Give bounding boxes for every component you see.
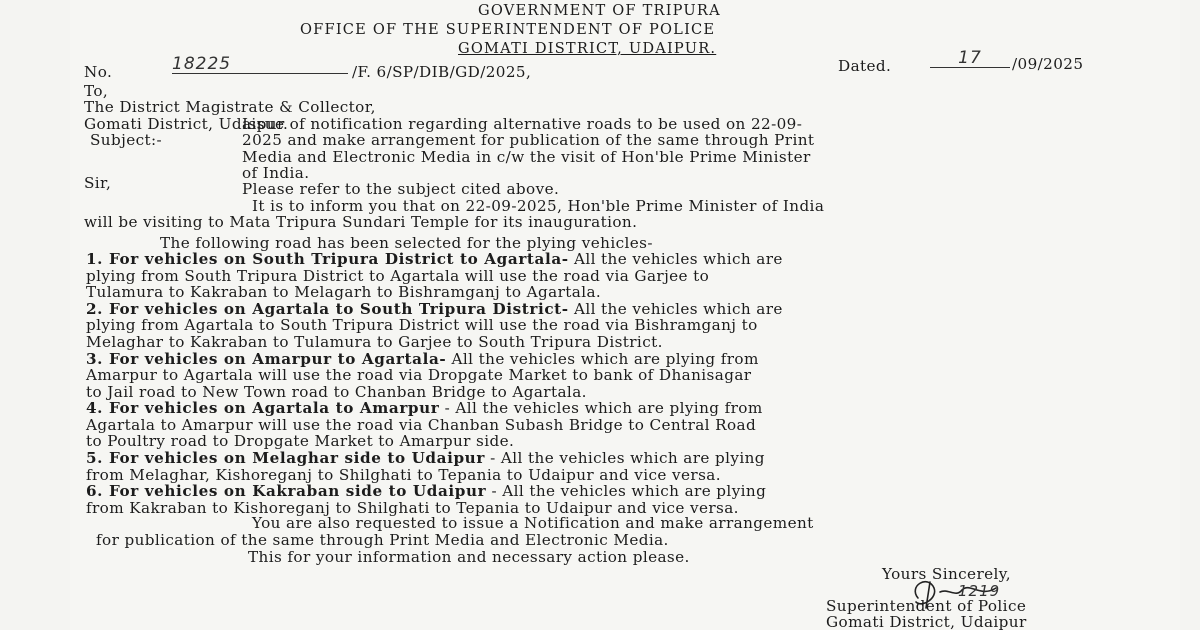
yours-sincerely: Yours Sincerely, bbox=[882, 565, 1011, 583]
route-5-line-1 bbox=[86, 449, 765, 467]
route-3-line-3: to Jail road to New Town road to Chanban Bridge to Agartala. bbox=[86, 383, 587, 401]
sign-district: Gomati District, Udaipur bbox=[826, 613, 1027, 630]
route-6-heading: 6. For vehicles on Kakraban side to Udaipur bbox=[86, 482, 487, 500]
route-4-line-2: Agartala to Amarpur will use the road via Chanban Subash Bridge to Central Road bbox=[86, 416, 757, 434]
body-p1: Please refer to the subject cited above. bbox=[242, 180, 560, 198]
subject-label: Subject:- bbox=[90, 131, 163, 149]
route-4-heading: 4. For vehicles on Agartala to Amarpur bbox=[86, 399, 440, 417]
ref-no-label: No. bbox=[84, 63, 113, 81]
closing-p5: This for your information and necessary action please. bbox=[248, 548, 690, 566]
subject-line-2: 2025 and make arrangement for publication of the same through Print bbox=[242, 131, 815, 149]
route-6-text-1: - All the vehicles which are plying bbox=[486, 482, 767, 500]
letterhead-government: GOVERNMENT OF TRIPURA bbox=[478, 2, 721, 19]
route-1-line-2: plying from South Tripura District to Agartala will use the road via Garjee to bbox=[86, 267, 710, 285]
route-1-line-1 bbox=[86, 250, 783, 268]
route-3-heading: 3. For vehicles on Amarpur to Agartala- bbox=[86, 350, 447, 368]
route-4-line-3: to Poultry road to Dropgate Market to Amarpur side. bbox=[86, 432, 515, 450]
route-5-heading: 5. For vehicles on Melaghar side to Udaipur bbox=[86, 449, 485, 467]
sign-designation: Superintendent of Police bbox=[826, 597, 1027, 615]
route-5-line-2: from Melaghar, Kishoreganj to Shilghati to Tepania to Udaipur and vice versa. bbox=[86, 466, 721, 484]
dated-day-handwritten: 17 bbox=[930, 49, 1010, 68]
subject-line-4: of India. bbox=[242, 164, 310, 182]
to-label: To, bbox=[84, 82, 109, 100]
route-3-line-2: Amarpur to Agartala will use the road via Dropgate Market to bank of Dhanisagar bbox=[86, 366, 752, 384]
letterhead-district: GOMATI DISTRICT, UDAIPUR. bbox=[458, 40, 717, 57]
letterhead-office: OFFICE OF THE SUPERINTENDENT OF POLICE bbox=[300, 21, 716, 38]
salutation: Sir, bbox=[84, 174, 112, 192]
route-4-line-1 bbox=[86, 399, 763, 417]
route-2-line-2: plying from Agartala to South Tripura District will use the road via Bishramganj to bbox=[86, 316, 758, 334]
route-5-text-1: - All the vehicles which are plying bbox=[484, 449, 765, 467]
subject-line-3: Media and Electronic Media in c/w the visit of Hon'ble Prime Minister bbox=[242, 148, 811, 166]
route-2-text-1: All the vehicles which are bbox=[568, 300, 783, 318]
route-2-line-3: Melaghar to Kakraban to Tulamura to Garjee to South Tripura District. bbox=[86, 333, 663, 351]
subject-line-1: Issue of notification regarding alternative roads to be used on 22-09- bbox=[242, 115, 803, 133]
route-4-text-1: - All the vehicles which are plying from bbox=[439, 399, 763, 417]
route-3-text-1: All the vehicles which are plying from bbox=[446, 350, 759, 368]
route-2-heading: 2. For vehicles on Agartala to South Tripura District- bbox=[86, 300, 569, 318]
dated-label: Dated. bbox=[838, 57, 892, 75]
closing-p4-line-2: for publication of the same through Print Media and Electronic Media. bbox=[96, 531, 669, 549]
ref-file: /F. 6/SP/DIB/GD/2025, bbox=[352, 63, 532, 81]
dated-rest: /09/2025 bbox=[1012, 55, 1084, 73]
to-line-1: The District Magistrate & Collector, bbox=[84, 98, 376, 116]
ref-no-handwritten: 18225 bbox=[172, 55, 348, 74]
signature-initials: 1219 bbox=[958, 582, 1001, 600]
body-p2-line-2: will be visiting to Mata Tripura Sundari Temple for its inauguration. bbox=[84, 213, 638, 231]
body-p3: The following road has been selected for the plying vehicles- bbox=[160, 234, 653, 252]
route-6-line-1 bbox=[86, 482, 766, 500]
route-6-line-2: from Kakraban to Kishoreganj to Shilghati to Tepania to Udaipur and vice versa. bbox=[86, 499, 739, 517]
route-1-line-3: Tulamura to Kakraban to Melagarh to Bishramganj to Agartala. bbox=[86, 283, 602, 301]
closing-p4-line-1: You are also requested to issue a Notification and make arrangement bbox=[252, 514, 814, 532]
to-line-2: Gomati District, Udaipur. bbox=[84, 115, 289, 133]
route-1-text-1: All the vehicles which are bbox=[568, 250, 783, 268]
route-1-heading: 1. For vehicles on South Tripura District to Agartala- bbox=[86, 250, 569, 268]
body-p2-line-1: It is to inform you that on 22-09-2025, Hon'ble Prime Minister of India bbox=[252, 197, 825, 215]
